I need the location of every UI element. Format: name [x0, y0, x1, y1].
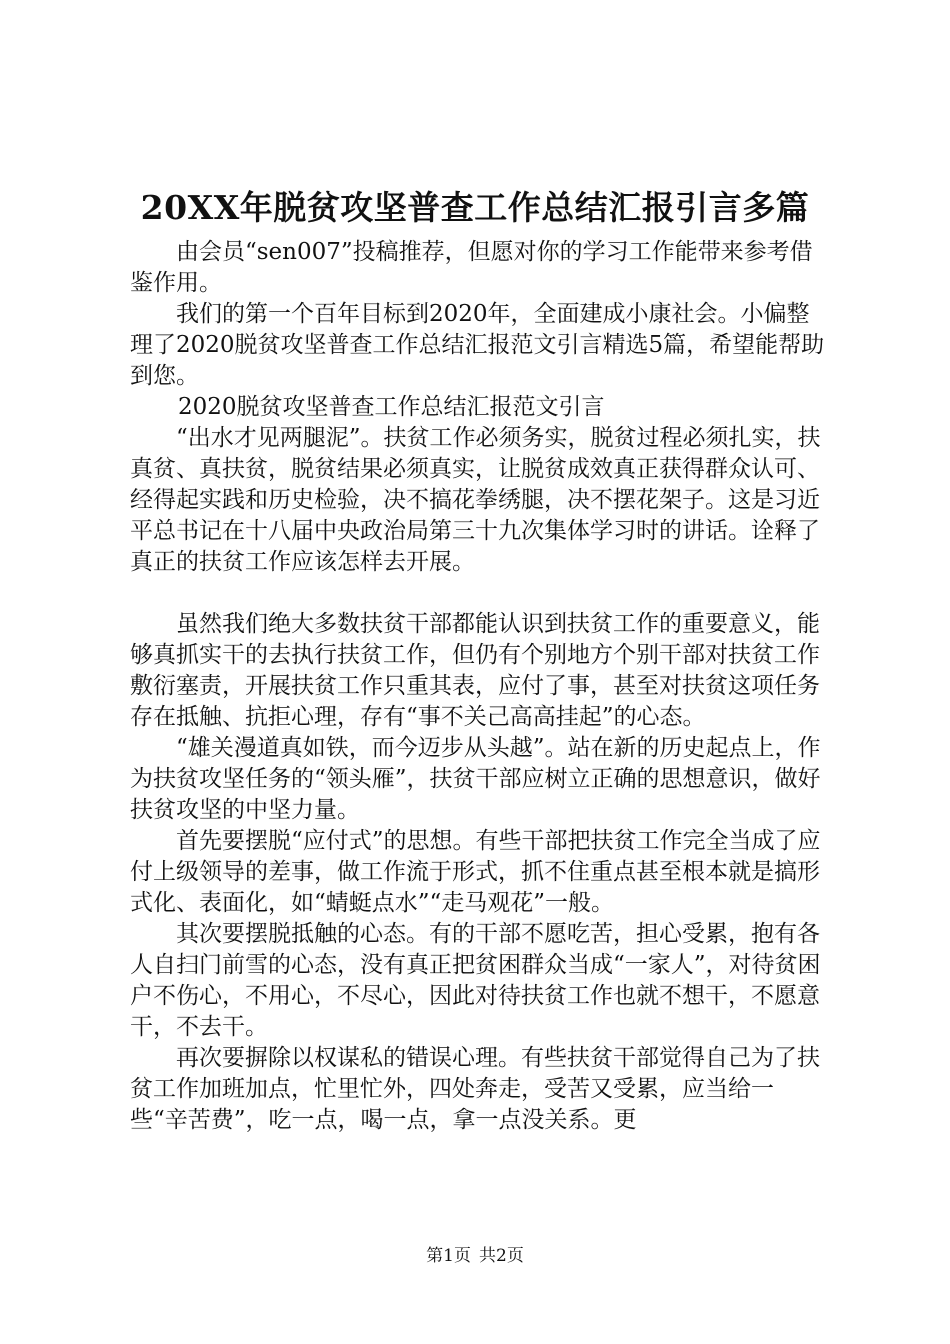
- page-number: 第1页: [426, 1246, 471, 1266]
- body-paragraph: 首先要摆脱“应付式”的思想。有些干部把扶贫工作完全当成了应付上级领导的差事，做工作流于形式，抓不住重点甚至根本就是搞形式化、表面化，如“蜻蜓点水”“走马观花”一般。: [130, 828, 821, 916]
- body-paragraph: “雄关漫道真如铁，而今迈步从头越”。站在新的历史起点上，作为扶贫攻坚任务的“领头雁”，扶贫干部应树立正确的思想意识，做好扶贫攻坚的中坚力量。: [130, 735, 821, 823]
- page-footer: [0, 1244, 950, 1268]
- body-paragraph: 我们的第一个百年目标到2020年，全面建成小康社会。小偏整理了2020脱贫攻坚普查工作总结汇报范文引言精选5篇，希望能帮助到您。: [130, 301, 825, 389]
- body-paragraph: 虽然我们绝大多数扶贫干部都能认识到扶贫工作的重要意义，能够真抓实干的去执行扶贫工作，但仍有个别地方个别干部对扶贫工作敷衍塞责，开展扶贫工作只重其表，应付了事，甚至对扶贫这项任务存在抵触、抗拒心理，存有“事不关己高高挂起”的心态。: [130, 611, 820, 730]
- body-paragraph: 再次要摒除以权谋私的错误心理。有些扶贫干部觉得自己为了扶贫工作加班加点，忙里忙外，四处奔走，受苦又受累，应当给一些“辛苦费”，吃一点，喝一点，拿一点没关系。更: [130, 1045, 820, 1133]
- body-paragraph: 其次要摆脱抵触的心态。有的干部不愿吃苦，担心受累，抱有各人自扫门前雪的心态，没有真正把贫困群众当成“一家人”，对待贫困户不伤心，不用心，不尽心，因此对待扶贫工作也就不想干，不愿意干，不去干。: [130, 921, 821, 1040]
- page-total: 共2页: [479, 1246, 524, 1266]
- document-title: 20XX年脱贫攻坚普查工作总结汇报引言多篇: [140, 188, 810, 227]
- intro-paragraph: 由会员“sen007”投稿推荐，但愿对你的学习工作能带来参考借鉴作用。: [130, 239, 813, 296]
- body-paragraph: “出水才见两腿泥”。扶贫工作必须务实，脱贫过程必须扎实，扶真贫、真扶贫，脱贫结果必须真实，让脱贫成效真正获得群众认可、经得起实践和历史检验，决不搞花拳绣腿，决不摆花架子。这是习近平总书记在十八届中央政治局第三十九次集体学习时的讲话。诠释了真正的扶贫工作应该怎样去开展。: [130, 425, 821, 575]
- section-heading: 2020脱贫攻坚普查工作总结汇报范文引言: [178, 394, 605, 420]
- document-body: [130, 237, 830, 1136]
